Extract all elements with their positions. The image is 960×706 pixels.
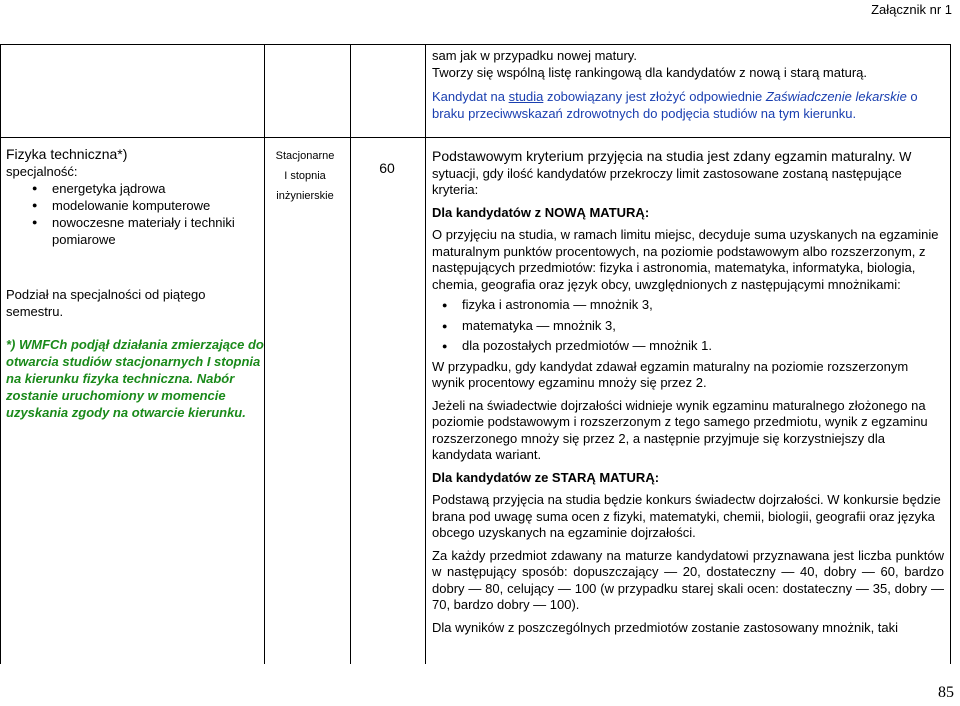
col-divider-1 xyxy=(264,44,265,664)
specialization-item: ● energetyka jądrowa xyxy=(32,180,264,197)
old-matura-text: Podstawą przyjęcia na studia będzie konkurs świadectw dojrzałości. W konkursie będzie brana pod uwagę suma ocen z fizyki, matematyki, chemii, biologii, geografii oraz języka obcego uzyskanych na egzaminie dojrzałości. xyxy=(432,492,941,540)
criteria-text: Tworzy się wspólną listę rankingową dla kandydatów z nową i starą maturą. xyxy=(432,64,867,80)
study-mode-cell xyxy=(262,146,348,206)
attachment-label: Załącznik nr 1 xyxy=(871,2,952,17)
specialization-list xyxy=(32,180,264,248)
multiplier-item: ● dla pozostałych przedmiotów — mnożnik 1. xyxy=(442,338,944,355)
criteria-text: sam jak w przypadku nowej matury. xyxy=(432,48,637,63)
grade-points-rule: Za każdy przedmiot zdawany na maturze kandydatowi przyznawana jest liczba punktów w następujący sposób: dopuszczający — 20, dostateczny — 40, dobry — 60, bardzo dobry — 80, celujący — 100 (w przypadku starej skali ocen: dostateczny — 35, dobry — 70, bardzo dobry — 100). xyxy=(432,547,944,612)
medical-requirement: Kandydat na studia zobowiązany jest złożyć odpowiednie Zaświadczenie lekarskie o braku przeciwwskazań zdrowotnych do podjęcia studiów na tym kierunku. xyxy=(432,89,918,121)
page-number: 85 xyxy=(938,684,954,701)
table-top-border xyxy=(0,44,950,45)
extended-level-rule: W przypadku, gdy kandydat zdawał egzamin maturalny na poziomie rozszerzonym wynik procentowy egzaminu mnoży się przez 2. xyxy=(432,358,909,390)
multiplier-item: ● matematyka — mnożnik 3, xyxy=(442,318,944,335)
multiplier-list xyxy=(442,297,944,355)
table-right-border xyxy=(950,44,951,664)
col-divider-3 xyxy=(425,44,426,664)
program-title: Fizyka techniczna*) xyxy=(6,146,128,162)
green-footnote: *) WMFCh podjął działania zmierzające do otwarcia studiów stacjonarnych I stopnia na kierunku fizyka techniczna. Nabór zostanie uruchomiony w momencie uzyskania zgody na otwarcie kierunku. xyxy=(6,337,264,420)
criteria-cell xyxy=(432,48,944,636)
specialization-item: ● nowoczesne materiały i techniki pomiarowe xyxy=(32,214,264,248)
multiplier-note: Dla wyników z poszczególnych przedmiotów zostanie zastosowany mnożnik, taki xyxy=(432,619,899,635)
table-left-border xyxy=(0,44,1,664)
program-cell xyxy=(6,146,264,421)
study-mode-line: I stopnia xyxy=(284,170,326,182)
places-limit: 60 xyxy=(379,160,395,176)
old-matura-heading: Dla kandydatów ze STARĄ MATURĄ: xyxy=(432,469,660,485)
study-mode-line: Stacjonarne xyxy=(275,150,335,162)
col-divider-2 xyxy=(350,44,351,664)
specialization-label: specjalność: xyxy=(6,164,78,179)
new-matura-heading: Dla kandydatów z NOWĄ MATURĄ: xyxy=(432,204,650,220)
main-criterion: Podstawowym kryterium przyjęcia na studia jest zdany egzamin maturalny. W sytuacji, gdy ilość kandydatów przekroczy limit zastosowane zostaną następujące kryteria: xyxy=(432,148,912,197)
new-matura-text: O przyjęciu na studia, w ramach limitu miejsc, decyduje suma uzyskanych na egzaminie maturalnym punktów procentowych, na poziomie podstawowym albo rozszerzonym, z następujących przedmiotów: fizyka i astronomia, matematyka, informatyka, biologia, chemia, geografia oraz język obcy, uwzględnionych z następującymi mnożnikami: xyxy=(432,227,939,292)
multiplier-item: ● fizyka i astronomia — mnożnik 3, xyxy=(442,297,944,314)
dual-level-rule: Jeżeli na świadectwie dojrzałości widnieje wynik egzaminu maturalnego złożonego na poziomie podstawowym i rozszerzonym z tego samego przedmiotu, wynik z egzaminu rozszerzonego mnoży się przez 2, a następnie przyjmuje się korzystniejszy dla kandydata wariant. xyxy=(432,397,928,462)
specialization-item: ● modelowanie komputerowe xyxy=(32,197,264,214)
study-mode-line: inżynierskie xyxy=(276,190,334,202)
division-note: Podział na specjalności od piątego semestru. xyxy=(6,287,206,319)
